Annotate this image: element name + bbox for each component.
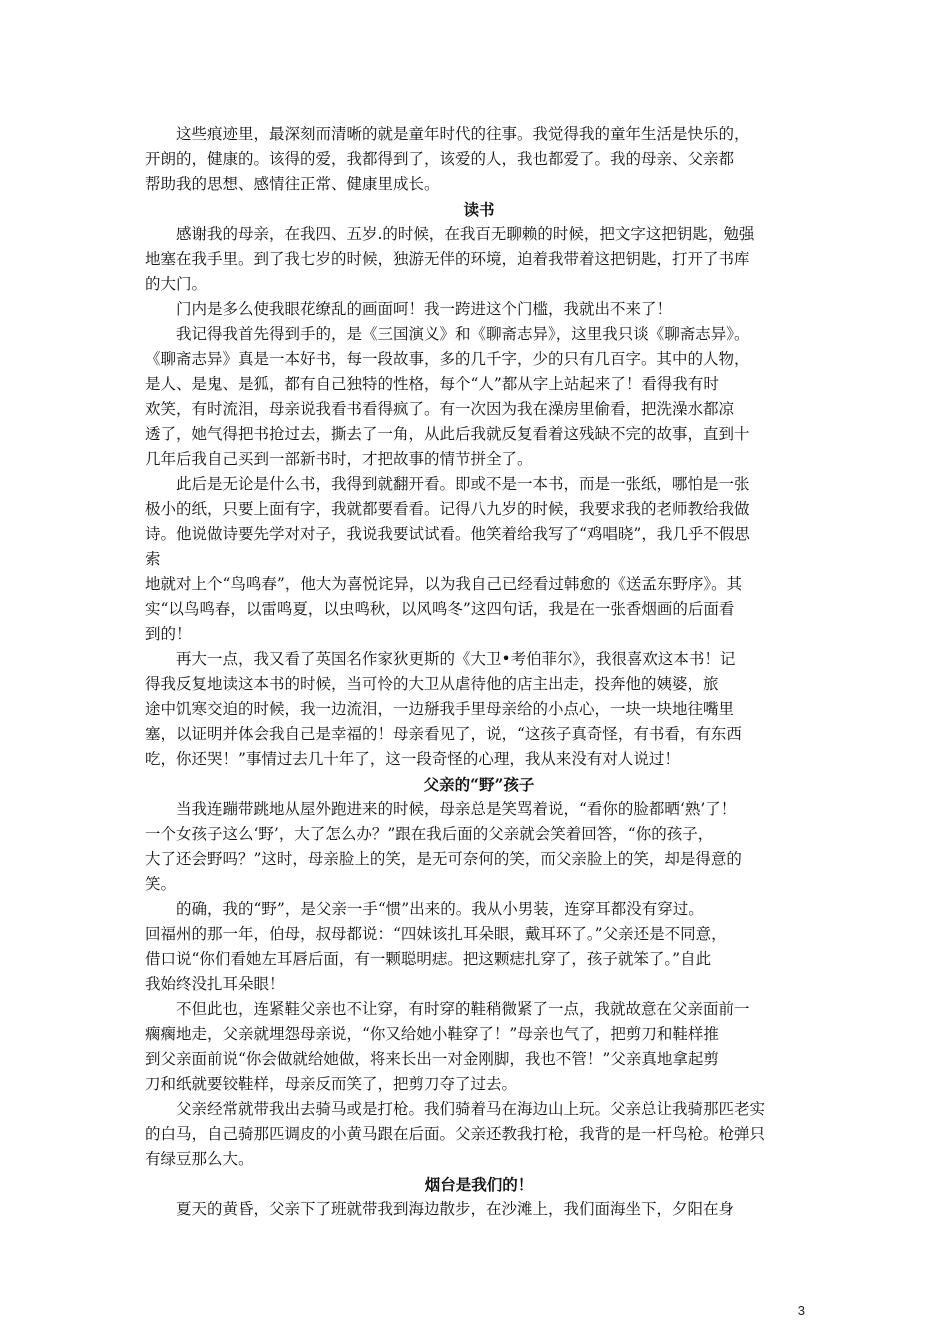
paragraph-line: 的白马，自己骑那匹调皮的小黄马跟在后面。父亲还教我打枪，我背的是一杆鸟枪。枪弹只 xyxy=(145,1125,766,1143)
paragraph-line: 有绿豆那么大。 xyxy=(145,1150,254,1168)
paragraph-line: 诗。他说做诗要先学对对子，我说我要试试看。他笑着给我写了“鸡唱晓”，我几乎不假思 xyxy=(145,525,750,543)
paragraph-line: 途中饥寒交迫的时候，我一边流泪，一边掰我手里母亲给的小点心，一块一块地往嘴里 xyxy=(145,700,735,718)
section-heading: 父亲的“野”孩子 xyxy=(423,775,535,794)
paragraph-line: 是人、是鬼、是狐，都有自己独特的性格，每个“人”都从字上站起来了！看得我有时 xyxy=(145,375,719,393)
paragraph-first-line: 的确，我的“野”，是父亲一手“惯”出来的。我从小男装，连穿耳都没有穿过。 xyxy=(176,900,704,918)
paragraph-line: 瘸瘸地走，父亲就埋怨母亲说，“你又给她小鞋穿了！”母亲也气了，把剪刀和鞋样推 xyxy=(145,1025,719,1043)
paragraph-line: 的大门。 xyxy=(145,275,208,293)
paragraph-first-line: 此后是无论是什么书，我得到就翻开看。即或不是一本书，而是一张纸，哪怕是一张 xyxy=(176,475,750,493)
paragraph-line: 地就对上个“鸟鸣春”，他大为喜悦诧异，以为我自己已经看过韩愈的《送孟东野序》。其 xyxy=(145,575,743,593)
paragraph-line: 一个女孩子这么‘野’，大了怎么办？”跟在我后面的父亲就会笑着回答，“你的孩子， xyxy=(145,825,714,843)
paragraph-line: 极小的纸，只要上面有字，我就都要看看。记得八九岁的时候，我要求我的老师教给我做 xyxy=(145,500,750,518)
paragraph-line: 到父亲面前说“你会做就给她做，将来长出一对金刚脚，我也不管！”父亲真地拿起剪 xyxy=(145,1050,719,1068)
paragraph-line: 我始终没扎耳朵眼！ xyxy=(145,975,285,993)
paragraph-line: 开朗的，健康的。该得的爱，我都得到了，该爱的人，我也都爱了。我的母亲、父亲都 xyxy=(145,150,735,168)
paragraph-line: 得我反复地读这本书的时候，当可怜的大卫从虐待他的店主出走，投奔他的姨婆，旅 xyxy=(145,675,719,693)
paragraph-first-line: 当我连蹦带跳地从屋外跑进来的时候，母亲总是笑骂着说，“看你的脸都晒‘熟’了！ xyxy=(176,800,737,818)
paragraph-line: 几年后我自己买到一部新书时，才把故事的情节拼全了。 xyxy=(145,450,533,468)
body-text xyxy=(145,122,813,1222)
paragraph-line: 索 xyxy=(145,550,161,568)
paragraph-line: 欢笑，有时流泪，母亲说我看书看得疯了。有一次因为我在澡房里偷看，把洗澡水都凉 xyxy=(145,400,735,418)
paragraph-first-line: 夏天的黄昏，父亲下了班就带我到海边散步，在沙滩上，我们面海坐下，夕阳在身 xyxy=(176,1200,735,1218)
paragraph-first-line: 我记得我首先得到手的，是《三国演义》和《聊斋志异》，这里我只谈《聊斋志异》。 xyxy=(176,325,750,343)
paragraph-first-line: 门内是多么使我眼花缭乱的画面呵！我一跨进这个门槛，我就出不来了！ xyxy=(176,300,673,318)
paragraph-line: 大了还会野吗？”这时，母亲脸上的笑，是无可奈何的笑，而父亲脸上的笑，却是得意的 xyxy=(145,850,742,868)
section-heading: 读书 xyxy=(463,200,495,219)
paragraph-line: 地塞在我手里。到了我七岁的时候，独游无伴的环境，迫着我带着这把钥匙，打开了书库 xyxy=(145,250,750,268)
paragraph-line: 实“以鸟鸣春，以雷鸣夏，以虫鸣秋，以风鸣冬”这四句话，我是在一张香烟画的后面看 xyxy=(145,600,735,618)
paragraph-line: 回福州的那一年，伯母，叔母都说：“四妹该扎耳朵眼，戴耳环了。”父亲还是不同意， xyxy=(145,925,727,943)
section-heading: 烟台是我们的！ xyxy=(424,1175,534,1194)
paragraph-line: 《聊斋志异》真是一本好书，每一段故事，多的几千字，少的只有几百字。其中的人物， xyxy=(145,350,750,368)
paragraph-line: 笑。 xyxy=(145,875,177,893)
paragraph-first-line: 不但此也，连紧鞋父亲也不让穿，有时穿的鞋稍微紧了一点，我就故意在父亲面前一 xyxy=(176,1000,750,1018)
paragraph-line: 吃，你还哭！”事情过去几十年了，这一段奇怪的心理，我从来没有对人说过！ xyxy=(145,750,680,768)
paragraph-line: 塞，以证明并体会我自己是幸福的！母亲看见了，说，“这孩子真奇怪，有书看，有东西 xyxy=(145,725,742,743)
paragraph-first-line: 再大一点，我又看了英国名作家狄更斯的《大卫•考伯菲尔》，我很喜欢这本书！记 xyxy=(176,650,736,668)
paragraph-line: 帮助我的思想、感情往正常、健康里成长。 xyxy=(145,175,440,193)
paragraph-line: 刀和纸就要铰鞋样，母亲反而笑了，把剪刀夺了过去。 xyxy=(145,1075,518,1093)
paragraph-line: 透了，她气得把书抢过去，撕去了一角，从此后我就反复看着这残缺不完的故事，直到十 xyxy=(145,425,750,443)
paragraph-first-line: 感谢我的母亲，在我四、五岁.的时候，在我百无聊赖的时候，把文字这把钥匙，勉强 xyxy=(176,225,755,243)
page-number: 3 xyxy=(797,1303,805,1318)
paragraph-first-line: 父亲经常就带我出去骑马或是打枪。我们骑着马在海边山上玩。父亲总让我骑那匹老实 xyxy=(176,1100,766,1118)
paragraph-line: 借口说“你们看她左耳唇后面，有一颗聪明痣。把这颗痣扎穿了，孩子就笨了。”自此 xyxy=(145,950,712,968)
paragraph-line: 到的！ xyxy=(145,625,192,643)
paragraph-first-line: 这些痕迹里，最深刻而清晰的就是童年时代的往事。我觉得我的童年生活是快乐的， xyxy=(176,125,750,143)
